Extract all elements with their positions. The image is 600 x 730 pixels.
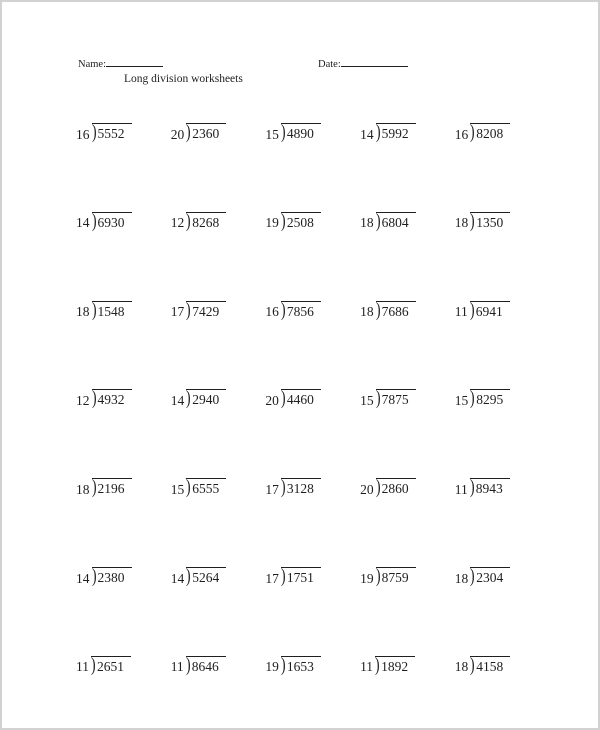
division-problem xyxy=(454,564,550,656)
dividend: 5992 xyxy=(381,126,409,141)
dividend: 2196 xyxy=(97,481,125,497)
long-division-paren-icon: ) xyxy=(280,564,286,587)
long-division-paren-icon: ) xyxy=(186,386,191,409)
division-problem xyxy=(170,209,266,301)
division-bracket xyxy=(375,386,416,409)
worksheet-title: Long division worksheets xyxy=(124,73,243,85)
division-problem xyxy=(454,475,550,567)
division-problem xyxy=(265,120,360,212)
division-problem xyxy=(76,564,171,656)
division-problem xyxy=(454,209,550,301)
dividend: 5264 xyxy=(192,569,220,585)
dividend: 6555 xyxy=(192,481,220,497)
divisor: 17 xyxy=(265,481,279,497)
long-division-paren-icon: ) xyxy=(375,209,381,232)
long-division-paren-icon: ) xyxy=(375,564,381,587)
dividend: 7856 xyxy=(286,303,314,319)
division-problem xyxy=(454,298,550,390)
long-division-paren-icon: ) xyxy=(186,209,191,232)
dividend: 2380 xyxy=(97,569,125,585)
divisor: 12 xyxy=(76,392,90,408)
long-division-paren-icon: ) xyxy=(470,564,475,587)
division-problem xyxy=(76,653,171,730)
divisor: 16 xyxy=(76,126,90,142)
division-bracket xyxy=(280,475,321,498)
division-problem xyxy=(454,653,550,730)
division-problem xyxy=(170,653,266,730)
divisor: 11 xyxy=(76,659,89,675)
division-bracket xyxy=(375,564,416,587)
dividend: 8268 xyxy=(192,214,220,230)
division-problem xyxy=(265,653,360,730)
divisor: 17 xyxy=(170,304,185,320)
division-problem xyxy=(265,209,360,301)
divisor: 19 xyxy=(265,659,279,675)
divisor: 19 xyxy=(265,215,279,231)
divisor: 14 xyxy=(76,570,90,586)
long-division-paren-icon: ) xyxy=(280,386,286,409)
dividend: 2651 xyxy=(97,658,124,674)
dividend: 2360 xyxy=(192,126,220,141)
division-bracket xyxy=(470,564,510,587)
divisor: 20 xyxy=(360,481,374,497)
divisor: 11 xyxy=(170,659,184,675)
long-division-paren-icon: ) xyxy=(91,298,97,320)
long-division-paren-icon: ) xyxy=(470,653,475,676)
name-field xyxy=(78,57,163,70)
long-division-paren-icon: ) xyxy=(280,475,286,498)
division-problem xyxy=(170,120,266,212)
division-problem xyxy=(170,475,266,567)
date-field xyxy=(318,57,408,70)
long-division-paren-icon: ) xyxy=(186,298,191,320)
division-problem xyxy=(265,475,360,567)
division-problem xyxy=(76,475,171,567)
dividend: 6930 xyxy=(97,214,125,230)
divisor: 14 xyxy=(360,126,374,142)
division-bracket xyxy=(280,564,321,587)
division-bracket xyxy=(280,386,321,409)
name-blank-line xyxy=(106,57,163,67)
dividend: 7429 xyxy=(192,303,220,319)
divisor: 11 xyxy=(360,659,374,675)
long-division-paren-icon: ) xyxy=(280,209,286,232)
division-bracket xyxy=(470,120,510,143)
dividend: 2304 xyxy=(476,569,504,585)
problems-grid xyxy=(76,120,549,730)
division-problem xyxy=(76,298,171,390)
division-problem xyxy=(76,386,171,478)
divisor: 15 xyxy=(265,126,279,142)
division-bracket xyxy=(374,653,415,676)
division-problem xyxy=(76,209,171,301)
division-problem xyxy=(76,120,171,212)
long-division-paren-icon: ) xyxy=(90,653,96,676)
long-division-paren-icon: ) xyxy=(280,120,286,143)
dividend: 8295 xyxy=(476,392,504,408)
divisor: 18 xyxy=(360,215,374,231)
divisor: 15 xyxy=(454,392,469,408)
dividend: 5552 xyxy=(97,126,125,141)
long-division-paren-icon: ) xyxy=(186,120,191,143)
divisor: 20 xyxy=(170,126,185,142)
long-division-paren-icon: ) xyxy=(185,653,191,676)
dividend: 8646 xyxy=(191,658,219,674)
dividend: 1653 xyxy=(286,658,314,674)
division-bracket xyxy=(90,653,131,676)
division-bracket xyxy=(186,209,226,232)
divisor: 12 xyxy=(170,215,185,231)
division-bracket xyxy=(91,209,132,232)
divisor: 20 xyxy=(265,392,279,408)
long-division-paren-icon: ) xyxy=(91,209,97,232)
dividend: 8759 xyxy=(381,569,409,585)
division-bracket xyxy=(185,653,226,676)
division-bracket xyxy=(91,120,132,143)
divisor: 11 xyxy=(454,481,468,497)
division-bracket xyxy=(469,475,510,498)
long-division-paren-icon: ) xyxy=(470,120,475,143)
long-division-paren-icon: ) xyxy=(374,653,380,676)
long-division-paren-icon: ) xyxy=(375,298,381,320)
dividend: 1751 xyxy=(286,569,314,585)
divisor: 15 xyxy=(360,392,374,408)
dividend: 7686 xyxy=(381,303,409,319)
division-problem xyxy=(360,475,455,567)
divisor: 11 xyxy=(454,304,468,320)
divisor: 14 xyxy=(76,215,90,231)
long-division-paren-icon: ) xyxy=(375,475,381,498)
divisor: 18 xyxy=(76,481,90,497)
division-bracket xyxy=(186,564,226,587)
divisor: 18 xyxy=(454,215,469,231)
division-bracket xyxy=(91,564,132,587)
division-problem xyxy=(170,564,266,656)
divisor: 19 xyxy=(360,570,374,586)
division-bracket xyxy=(375,475,416,498)
division-bracket xyxy=(280,298,321,320)
division-bracket xyxy=(375,209,416,232)
division-problem xyxy=(265,386,360,478)
dividend: 2940 xyxy=(192,392,220,408)
long-division-paren-icon: ) xyxy=(91,386,97,409)
division-bracket xyxy=(469,298,510,320)
long-division-paren-icon: ) xyxy=(375,386,381,409)
division-problem xyxy=(454,120,550,212)
long-division-paren-icon: ) xyxy=(91,475,97,498)
date-label: Date: xyxy=(318,59,341,70)
division-problem xyxy=(360,564,455,656)
dividend: 7875 xyxy=(381,392,409,408)
division-problem xyxy=(454,386,550,478)
division-bracket xyxy=(91,386,132,409)
division-problem xyxy=(265,298,360,390)
dividend: 6804 xyxy=(381,214,409,230)
name-label: Name: xyxy=(78,59,106,70)
divisor: 16 xyxy=(265,304,279,320)
long-division-paren-icon: ) xyxy=(470,209,475,232)
divisor: 18 xyxy=(360,304,374,320)
dividend: 1892 xyxy=(381,658,409,674)
division-bracket xyxy=(280,209,321,232)
division-bracket xyxy=(470,209,510,232)
dividend: 4890 xyxy=(286,126,314,141)
division-problem xyxy=(360,298,455,390)
long-division-paren-icon: ) xyxy=(91,120,97,143)
division-problem xyxy=(170,386,266,478)
division-problem xyxy=(170,298,266,390)
divisor: 18 xyxy=(454,659,469,675)
dividend: 4158 xyxy=(476,658,504,674)
long-division-paren-icon: ) xyxy=(280,298,286,320)
dividend: 2508 xyxy=(286,214,314,230)
dividend: 1548 xyxy=(97,303,125,319)
dividend: 3128 xyxy=(286,481,314,497)
division-problem xyxy=(265,564,360,656)
long-division-paren-icon: ) xyxy=(91,564,97,587)
division-bracket xyxy=(280,120,321,143)
divisor: 18 xyxy=(76,304,90,320)
division-problem xyxy=(360,653,455,730)
long-division-paren-icon: ) xyxy=(186,564,191,587)
division-bracket xyxy=(280,653,321,676)
dividend: 4932 xyxy=(97,392,125,408)
division-bracket xyxy=(186,386,226,409)
division-problem xyxy=(360,386,455,478)
dividend: 6941 xyxy=(475,303,503,319)
division-bracket xyxy=(186,475,226,498)
divisor: 16 xyxy=(454,126,469,142)
long-division-paren-icon: ) xyxy=(375,120,381,143)
long-division-paren-icon: ) xyxy=(186,475,191,498)
long-division-paren-icon: ) xyxy=(470,386,475,409)
division-problem xyxy=(360,209,455,301)
dividend: 4460 xyxy=(286,392,314,408)
division-bracket xyxy=(375,120,416,143)
divisor: 14 xyxy=(170,570,185,586)
division-bracket xyxy=(375,298,416,320)
divisor: 17 xyxy=(265,570,279,586)
division-bracket xyxy=(186,298,226,320)
divisor: 18 xyxy=(454,570,469,586)
long-division-paren-icon: ) xyxy=(469,298,475,320)
division-bracket xyxy=(470,386,510,409)
long-division-paren-icon: ) xyxy=(469,475,475,498)
division-bracket xyxy=(470,653,510,676)
division-problem xyxy=(360,120,455,212)
long-division-paren-icon: ) xyxy=(280,653,286,676)
division-bracket xyxy=(91,298,132,320)
date-blank-line xyxy=(341,57,408,67)
division-bracket xyxy=(91,475,132,498)
dividend: 2860 xyxy=(381,481,409,497)
dividend: 8208 xyxy=(476,126,504,141)
dividend: 8943 xyxy=(475,481,503,497)
divisor: 14 xyxy=(170,392,185,408)
dividend: 1350 xyxy=(476,214,504,230)
divisor: 15 xyxy=(170,481,185,497)
division-bracket xyxy=(186,120,226,143)
